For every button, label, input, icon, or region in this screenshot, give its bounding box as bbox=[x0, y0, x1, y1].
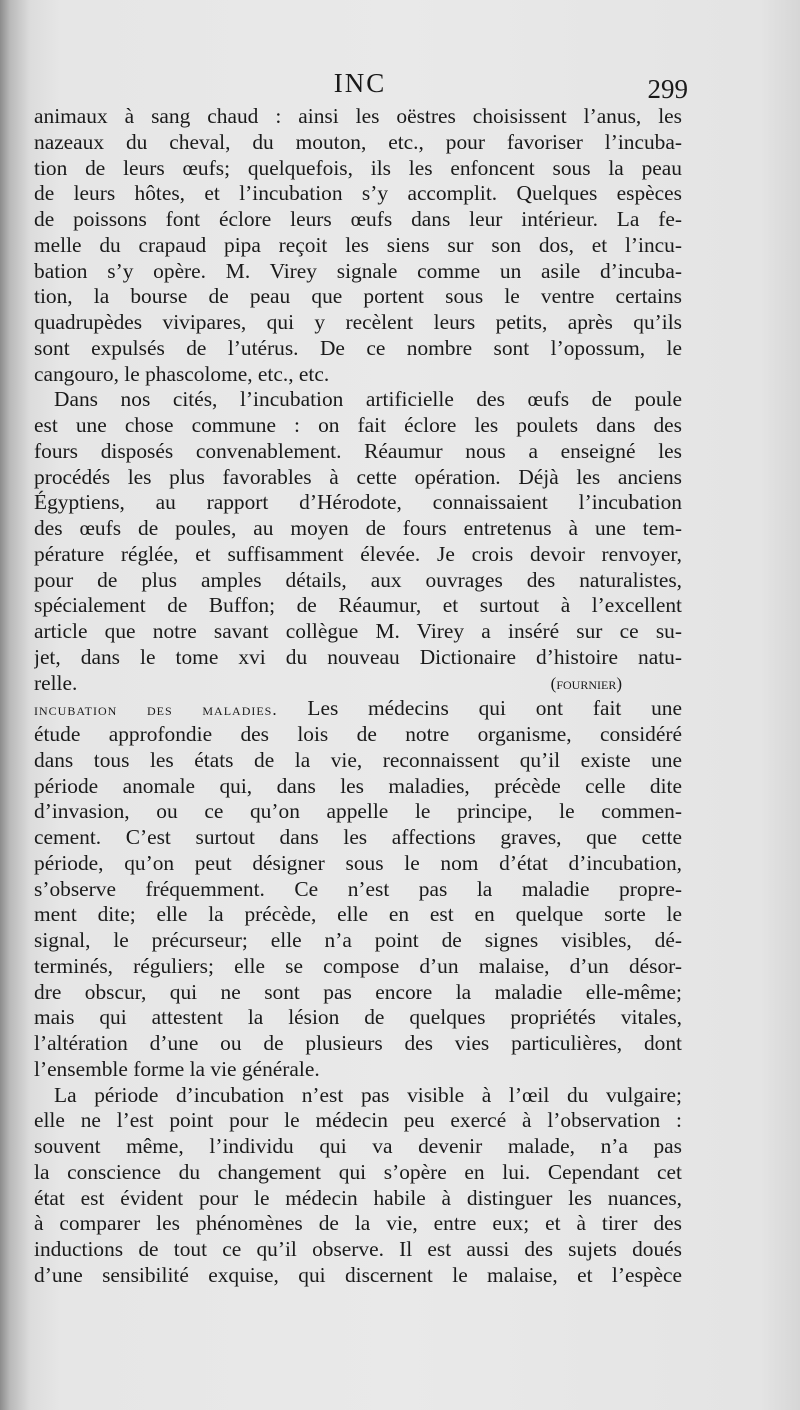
text-line: mais qui attestent la lésion de quelques propriétés vitales, bbox=[34, 1005, 682, 1030]
text-line: l’altération d’une ou de plusieurs des vies particulières, dont bbox=[34, 1031, 682, 1055]
text-line: quadrupèdes vivipares, qui y recèlent leurs petits, après qu’ils bbox=[34, 310, 682, 334]
text-line: de poissons font éclore leurs œufs dans leur intérieur. La fe- bbox=[34, 207, 682, 231]
text-line: spécialement de Buffon; de Réaumur, et surtout à l’excellent bbox=[34, 593, 682, 618]
text-line: souvent même, l’individu qui va devenir malade, n’a pas bbox=[34, 1134, 682, 1158]
text-line: à comparer les phénomènes de la vie, entre eux; et à tirer des bbox=[34, 1211, 682, 1236]
text-line: période anomale qui, dans les maladies, précède celle dite bbox=[34, 773, 682, 798]
page-number: 299 bbox=[647, 74, 688, 104]
text-line: article que notre savant collègue M. Virey a inséré sur ce su- bbox=[34, 619, 682, 643]
paragraph-3 bbox=[34, 696, 682, 1082]
text-line: d’une sensibilité exquise, qui discernent le malaise, et l’espèce bbox=[34, 1262, 682, 1287]
text-line bbox=[34, 696, 682, 722]
text-line: des œufs de poules, au moyen de fours entretenus à une tem- bbox=[34, 516, 682, 540]
text-line: dans tous les états de la vie, reconnaissent qu’il existe une bbox=[34, 747, 682, 772]
text-line: l’ensemble forme la vie générale. bbox=[34, 1056, 320, 1081]
text-line-with-signature bbox=[34, 671, 682, 697]
paragraph-2 bbox=[34, 387, 682, 696]
text-line: la conscience du changement qui s’opère en lui. Cependant cet bbox=[34, 1159, 682, 1184]
text-line: terminés, réguliers; elle se compose d’un malaise, d’un désor- bbox=[34, 953, 682, 978]
entry-heading: incubation des maladies. bbox=[34, 700, 278, 720]
text-line: La période d’incubation n’est pas visible à l’œil du vulgaire; bbox=[54, 1082, 682, 1107]
text-line: elle ne l’est point pour le médecin peu exercé à l’observation : bbox=[34, 1108, 682, 1133]
author-signature: (fournier) bbox=[550, 673, 622, 693]
text-line: d’invasion, ou ce qu’on appelle le principe, le commen- bbox=[34, 799, 682, 824]
text-line: bation s’y opère. M. Virey signale comme un asile d’incuba- bbox=[34, 258, 682, 283]
running-header bbox=[30, 68, 690, 104]
text-line: inductions de tout ce qu’il observe. Il est aussi des sujets doués bbox=[34, 1237, 682, 1261]
running-head-title: INC bbox=[333, 68, 387, 98]
text-line: ment dite; elle la précède, elle en est en quelque sorte le bbox=[34, 902, 682, 927]
text-line: étude approfondie des lois de notre organisme, considéré bbox=[34, 722, 682, 746]
text-line: cement. C’est surtout dans les affections graves, que cette bbox=[34, 825, 682, 849]
text-line: Égyptiens, au rapport d’Hérodote, connaissaient l’incubation bbox=[34, 490, 682, 515]
text-line: dre obscur, qui ne sont pas encore la maladie elle-même; bbox=[34, 979, 682, 1004]
paragraph-4 bbox=[34, 1083, 682, 1289]
paragraph-1 bbox=[34, 104, 682, 387]
text-line: période, qu’on peut désigner sous le nom d’état d’incubation, bbox=[34, 850, 682, 875]
text-line: tion, la bourse de peau que portent sous le ventre certains bbox=[34, 284, 682, 309]
text-line: pour de plus amples détails, aux ouvrages des naturalistes, bbox=[34, 567, 682, 592]
text-line: sont expulsés de l’utérus. De ce nombre sont l’opossum, le bbox=[34, 335, 682, 360]
text-line: jet, dans le tome xvi du nouveau Dictionaire d’histoire natu- bbox=[34, 644, 682, 669]
text-line: état est évident pour le médecin habile à distinguer les nuances, bbox=[34, 1185, 682, 1210]
text-line: melle du crapaud pipa reçoit les siens sur son dos, et l’incu- bbox=[34, 232, 682, 257]
text-line: s’observe fréquemment. Ce n’est pas la maladie propre- bbox=[34, 876, 682, 901]
text-line: fours disposés convenablement. Réaumur nous a enseigné les bbox=[34, 438, 682, 463]
text-line: nazeaux du cheval, du mouton, etc., pour favoriser l’incuba- bbox=[34, 129, 682, 154]
text-line-rest: Les médecins qui ont fait une bbox=[277, 696, 682, 721]
text-line: pérature réglée, et suffisamment élevée. Je crois devoir renvoyer, bbox=[34, 541, 682, 566]
text-line: Dans nos cités, l’incubation artificielle des œufs de poule bbox=[54, 387, 682, 412]
text-line: est une chose commune : on fait éclore les poulets dans des bbox=[34, 413, 682, 437]
text-line: cangouro, le phascolome, etc., etc. bbox=[34, 361, 330, 386]
text-line-end: relle. bbox=[34, 670, 78, 695]
text-line: tion de leurs œufs; quelquefois, ils les enfoncent sous la peau bbox=[34, 155, 682, 180]
body-text bbox=[34, 104, 682, 1289]
text-line: procédés les plus favorables à cette opération. Déjà les anciens bbox=[34, 464, 682, 489]
text-line: signal, le précurseur; elle n’a point de signes visibles, dé- bbox=[34, 928, 682, 952]
text-line: de leurs hôtes, et l’incubation s’y accomplit. Quelques espèces bbox=[34, 181, 682, 206]
text-line: animaux à sang chaud : ainsi les oëstres choisissent l’anus, les bbox=[34, 104, 682, 128]
